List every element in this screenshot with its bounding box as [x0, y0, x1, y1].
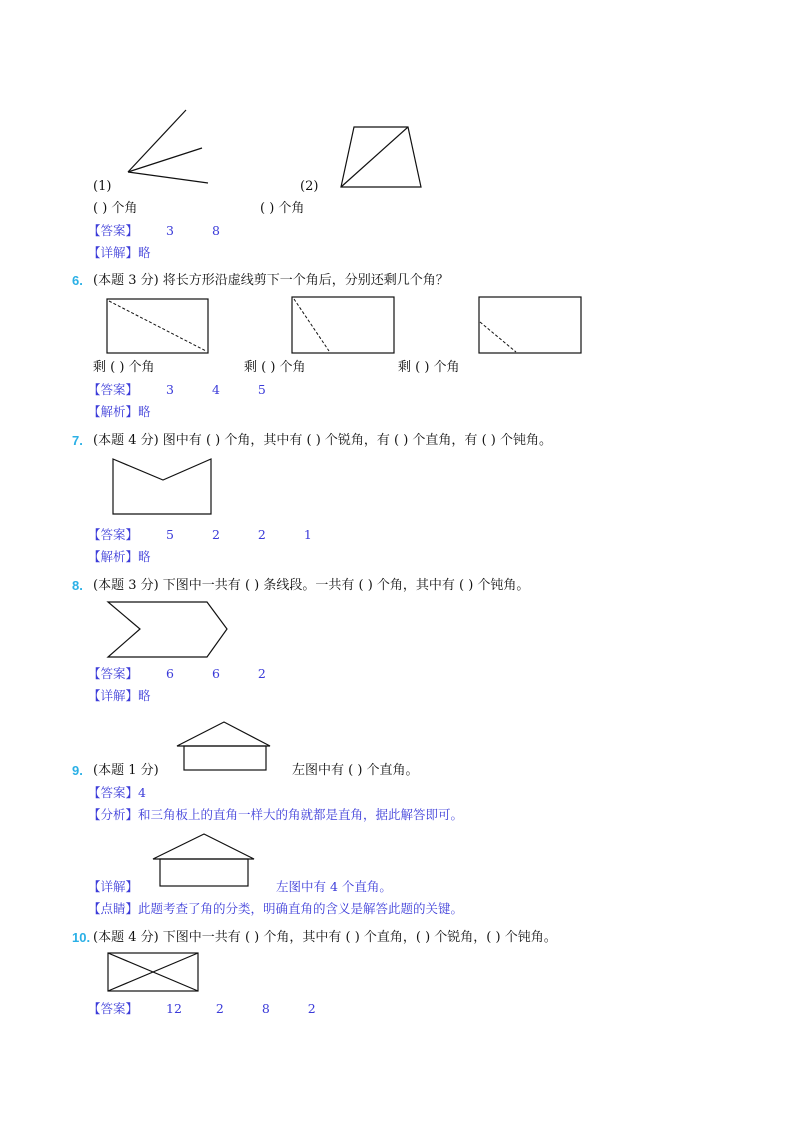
q7-number: 7. [72, 433, 83, 448]
q9-detail-text: 左图中有 4 个直角。 [276, 879, 392, 894]
q6-blank-2: 剩 ( ) 个角 [244, 360, 306, 375]
answer-value: 3 [166, 382, 174, 397]
answer-value: 8 [261, 1001, 270, 1016]
analysis-text: 和三角板上的直角一样大的角就都是直角，据此解答即可。 [138, 807, 464, 822]
answer-value: 6 [166, 666, 174, 681]
answer-value: 12 [166, 1001, 182, 1016]
q10-number: 10. [72, 930, 91, 945]
detail-tag: 【详解】 [88, 688, 139, 703]
answer-value: 2 [215, 1001, 224, 1016]
q5-blank-2: ( ) 个角 [260, 201, 305, 216]
q10-answer [88, 1001, 316, 1017]
q5-detail [88, 245, 151, 261]
comment-tag: 【点睛】 [88, 901, 139, 916]
comment-text: 此题考查了角的分类，明确直角的含义是解答此题的关键。 [138, 901, 464, 916]
q8-question-text: (本题 3 分) 下图中一共有 ( ) 条线段。一共有 ( ) 个角，其中有 ( ) 个钝角。 [93, 578, 530, 593]
q7-analysis [88, 549, 151, 565]
detail-text: 略 [138, 688, 151, 703]
q5-figure-1-angles [126, 108, 216, 188]
detail-text: 略 [138, 245, 151, 260]
q6-rectangle-2 [291, 296, 395, 354]
q8-figure-arrow-shape [107, 601, 229, 659]
detail-tag: 【详解】 [88, 879, 139, 894]
q5-figure-1-label: (1) [93, 179, 112, 194]
q6-question-text: (本题 3 分) 将长方形沿虚线剪下一个角后，分别还剩几个角？ [93, 273, 449, 288]
q9-score: (本题 1 分) [93, 763, 159, 778]
q10-figure-rectangle-diagonals [107, 952, 200, 993]
answer-tag: 【答案】 [88, 666, 139, 681]
q9-detail-figure-house [152, 833, 256, 889]
analysis-tag: 【解析】 [88, 404, 139, 419]
answer-value: 6 [211, 666, 220, 681]
answer-tag: 【答案】 [88, 527, 139, 542]
answer-tag: 【答案】 [88, 1001, 139, 1016]
q7-figure-pentagon [112, 458, 213, 516]
answer-tag: 【答案】 [88, 382, 139, 397]
answer-value: 2 [211, 527, 220, 542]
answer-value: 4 [138, 785, 146, 800]
q6-rectangle-1 [106, 298, 209, 354]
analysis-text: 略 [138, 549, 151, 564]
q9-figure-house [176, 721, 272, 773]
q8-detail [88, 688, 151, 704]
q7-answer [88, 527, 312, 543]
q6-blank-1: 剩 ( ) 个角 [93, 360, 155, 375]
q9-number: 9. [72, 763, 83, 778]
q9-comment [88, 901, 463, 917]
answer-value: 4 [211, 382, 220, 397]
analysis-text: 略 [138, 404, 151, 419]
q6-blank-3: 剩 ( ) 个角 [398, 360, 460, 375]
q9-detail [88, 879, 138, 895]
answer-value: 2 [307, 1001, 316, 1016]
q6-answer [88, 382, 266, 398]
answer-value: 2 [257, 666, 266, 681]
q5-figure-2-trapezoid [340, 126, 424, 190]
answer-value: 5 [257, 382, 266, 397]
answer-value: 5 [166, 527, 174, 542]
q9-answer [88, 785, 146, 801]
analysis-tag: 【解析】 [88, 549, 139, 564]
q9-question-text: 左图中有 ( ) 个直角。 [292, 763, 419, 778]
q6-rectangle-3 [478, 296, 582, 354]
answer-value: 8 [211, 223, 220, 238]
q7-question-text: (本题 4 分) 图中有 ( ) 个角，其中有 ( ) 个锐角，有 ( ) 个直角，有 ( ) 个钝角。 [93, 433, 552, 448]
q5-answer [88, 223, 220, 239]
answer-tag: 【答案】 [88, 223, 139, 238]
q9-analysis [88, 807, 463, 823]
q10-question-text: (本题 4 分) 下图中一共有 ( ) 个角，其中有 ( ) 个直角，( ) 个锐角，( ) 个钝角。 [93, 930, 557, 945]
answer-value: 2 [257, 527, 266, 542]
q8-number: 8. [72, 578, 83, 593]
q6-analysis [88, 404, 151, 420]
q5-figure-2-label: (2) [300, 179, 319, 194]
answer-value: 1 [303, 527, 312, 542]
answer-value: 3 [166, 223, 174, 238]
answer-tag: 【答案】 [88, 785, 139, 800]
q5-blank-1: ( ) 个角 [93, 201, 138, 216]
q8-answer [88, 666, 266, 682]
detail-tag: 【详解】 [88, 245, 139, 260]
analysis-tag: 【分析】 [88, 807, 139, 822]
q6-number: 6. [72, 273, 83, 288]
